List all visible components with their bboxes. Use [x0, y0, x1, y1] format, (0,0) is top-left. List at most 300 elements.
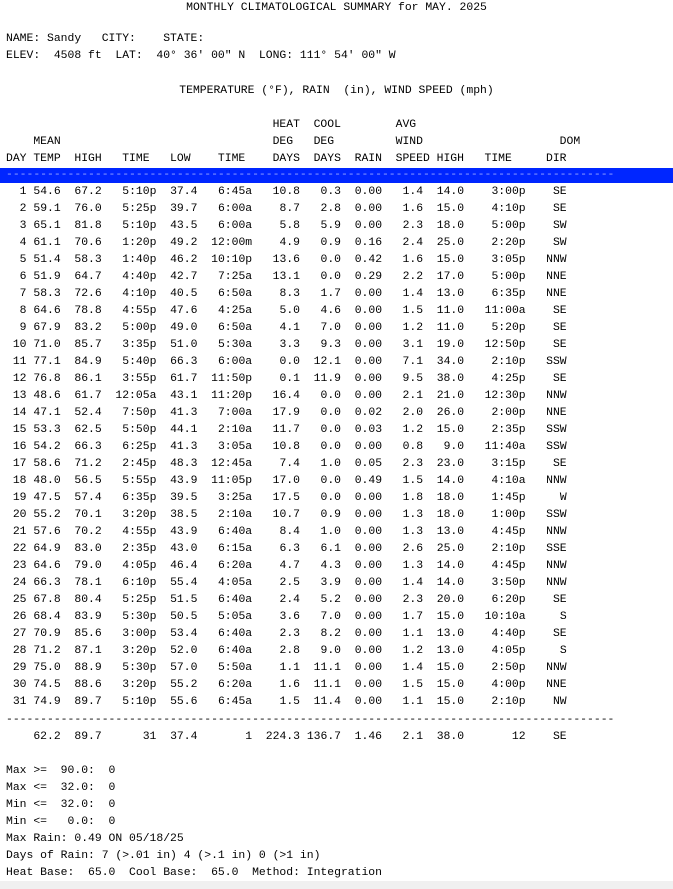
cell-rain: 0.03 [354, 424, 383, 436]
cell-heat: 8.7 [279, 203, 300, 215]
cell-low: 46.4 [170, 560, 198, 572]
cell-avg-wind: 2.6 [402, 543, 424, 555]
cell-low-time: 5:05a [217, 611, 253, 623]
cell-day: 5 [19, 254, 27, 266]
cell-heat: 3.3 [279, 339, 300, 351]
cell-high: 70.2 [74, 526, 102, 538]
cell-high-time: 4:40p [122, 271, 157, 283]
cell-heat: 1.5 [279, 696, 300, 708]
cell-high-time: 5:50p [122, 424, 157, 436]
cell-high-time: 3:20p [122, 679, 157, 691]
cell-wind-high: 23.0 [436, 458, 465, 470]
cell-wind-time: 5:20p [491, 322, 526, 334]
cell-dir: NW [552, 696, 567, 708]
cell-dir: SE [552, 203, 567, 215]
cell-high: 56.5 [74, 475, 102, 487]
cell-avg-wind: 2.3 [402, 458, 424, 470]
cell-day: 18 [12, 475, 27, 487]
cell-wind-high: 34.0 [436, 356, 465, 368]
cell-high-time: 5:25p [122, 594, 157, 606]
cell-rain: 0.00 [354, 679, 383, 691]
cell-wind-time: 3:50p [491, 577, 526, 589]
cell-low: 43.9 [170, 475, 198, 487]
cell-high: 64.7 [74, 271, 102, 283]
table-row [6, 356, 567, 368]
cell-wind-high: 15.0 [436, 662, 465, 674]
station-info [6, 31, 396, 65]
cell-mean: 71.2 [33, 645, 61, 657]
cell-heat: 10.8 [272, 186, 300, 198]
stat-line: Max <= 32.0: 0 [6, 782, 116, 794]
cell-high-time: 2:35p [122, 543, 157, 555]
cell-avg-wind: 0.8 [402, 441, 424, 453]
cell-wind-time: 11:40a [484, 441, 526, 453]
cell-heat: 16.4 [272, 390, 300, 402]
cell-mean: 47.1 [33, 407, 61, 419]
cell-wind-high: 25.0 [436, 543, 465, 555]
cell-rain: 1.46 [354, 731, 383, 743]
cell-rain: 0.00 [354, 696, 383, 708]
cell-low: 40.5 [170, 288, 198, 300]
cell-avg-wind: 2.3 [402, 220, 424, 232]
cell-heat: 2.4 [279, 594, 300, 606]
cell-wind-time: 2:10p [491, 356, 526, 368]
cell-avg-wind: 1.2 [402, 645, 424, 657]
cell-high-time: 3:00p [122, 628, 157, 640]
cell-day: 17 [12, 458, 27, 470]
cell-rain: 0.00 [354, 322, 383, 334]
cell-wind-time: 3:05p [491, 254, 526, 266]
cell-high: 78.8 [74, 305, 102, 317]
cell-rain: 0.00 [354, 186, 383, 198]
cell-high-time: 3:55p [122, 373, 157, 385]
cell-rain: 0.00 [354, 526, 383, 538]
cell-cool: 7.0 [320, 322, 342, 334]
cell-high: 85.6 [74, 628, 102, 640]
cell-high-time: 3:35p [122, 339, 157, 351]
cell-rain: 0.05 [354, 458, 383, 470]
cell-low: 44.1 [170, 424, 198, 436]
cell-day: 22 [12, 543, 27, 555]
cell-low: 50.5 [170, 611, 198, 623]
cell-low: 49.2 [170, 237, 198, 249]
cell-low-time: 6:20a [217, 679, 253, 691]
cell-wind-high: 19.0 [436, 339, 465, 351]
cell-wind-high: 21.0 [436, 390, 465, 402]
cell-day: 6 [19, 271, 27, 283]
cell-day: 1 [19, 186, 27, 198]
cell-avg-wind: 3.1 [402, 339, 424, 351]
cell-cool: 4.3 [320, 560, 342, 572]
cell-dir: S [559, 645, 567, 657]
cell-mean: 48.0 [33, 475, 61, 487]
cell-avg-wind: 1.4 [402, 662, 424, 674]
cell-wind-time: 1:45p [491, 492, 526, 504]
cell-dir: SSE [546, 543, 567, 555]
cell-high: 88.6 [74, 679, 102, 691]
cell-low: 37.4 [170, 186, 198, 198]
cell-heat: 4.9 [279, 237, 300, 249]
cell-mean: 64.6 [33, 560, 61, 572]
cell-day: 24 [12, 577, 27, 589]
cell-low: 37.4 [170, 731, 198, 743]
cell-wind-time: 4:25p [491, 373, 526, 385]
cell-low-time: 6:45a [217, 186, 253, 198]
table-row [6, 203, 567, 215]
cell-high: 83.9 [74, 611, 102, 623]
cell-rain: 0.29 [354, 271, 383, 283]
cell-low: 41.3 [170, 441, 198, 453]
cell-high-time: 3:20p [122, 645, 157, 657]
cell-wind-time: 2:50p [491, 662, 526, 674]
cell-low: 39.7 [170, 203, 198, 215]
cell-mean: 51.9 [33, 271, 61, 283]
cell-low: 51.5 [170, 594, 198, 606]
cell-mean: 74.9 [33, 696, 61, 708]
cell-cool: 4.6 [320, 305, 342, 317]
cell-high: 58.3 [74, 254, 102, 266]
stat-line: Heat Base: 65.0 Cool Base: 65.0 Method: Integration [6, 867, 382, 879]
cell-dir: SE [552, 458, 567, 470]
cell-high: 70.1 [74, 509, 102, 521]
cell-low: 55.2 [170, 679, 198, 691]
cell-avg-wind: 1.5 [402, 475, 424, 487]
cell-rain: 0.42 [354, 254, 383, 266]
cell-mean: 53.3 [33, 424, 61, 436]
cell-low: 55.4 [170, 577, 198, 589]
cell-dir: NNW [546, 390, 567, 402]
cell-heat: 10.7 [272, 509, 300, 521]
table-row [6, 339, 567, 351]
cell-mean: 58.3 [33, 288, 61, 300]
cell-wind-high: 18.0 [436, 509, 465, 521]
cell-high: 84.9 [74, 356, 102, 368]
cell-high: 66.3 [74, 441, 102, 453]
cell-wind-time: 6:20p [491, 594, 526, 606]
cell-cool: 5.2 [320, 594, 342, 606]
cell-avg-wind: 1.4 [402, 577, 424, 589]
cell-low-time: 4:25a [217, 305, 253, 317]
cell-heat: 7.4 [279, 458, 300, 470]
cell-high: 88.9 [74, 662, 102, 674]
cell-dir: NNE [546, 288, 567, 300]
cell-heat: 6.3 [279, 543, 300, 555]
cell-heat: 1.6 [279, 679, 300, 691]
report-title: MONTHLY CLIMATOLOGICAL SUMMARY for MAY. 2025 [186, 2, 487, 14]
cell-wind-time: 3:00p [491, 186, 526, 198]
cell-rain: 0.00 [354, 390, 383, 402]
cell-heat: 224.3 [265, 731, 300, 743]
cell-wind-time: 12:50p [484, 339, 526, 351]
table-row [6, 288, 567, 300]
cell-wind-high: 13.0 [436, 628, 465, 640]
cell-low-time: 12:45a [211, 458, 253, 470]
cell-avg-wind: 1.6 [402, 203, 424, 215]
cell-wind-time: 4:45p [491, 526, 526, 538]
cell-high: 70.6 [74, 237, 102, 249]
cell-heat: 10.8 [272, 441, 300, 453]
cell-heat: 13.6 [272, 254, 300, 266]
cell-rain: 0.00 [354, 220, 383, 232]
cell-heat: 5.8 [279, 220, 300, 232]
cell-dir: SE [552, 339, 567, 351]
cell-day: 31 [12, 696, 27, 708]
cell-day: 2 [19, 203, 27, 215]
cell-avg-wind: 1.2 [402, 424, 424, 436]
cell-day: 8 [19, 305, 27, 317]
cell-avg-wind: 1.7 [402, 611, 424, 623]
cell-day: 7 [19, 288, 27, 300]
station-location-line: ELEV: 4508 ft LAT: 40° 36' 00" N LONG: 111° 54' 00" W [6, 50, 396, 62]
cell-rain: 0.00 [354, 509, 383, 521]
cell-day: 23 [12, 560, 27, 572]
table-row [6, 662, 567, 674]
cell-dir: SE [552, 186, 567, 198]
cell-cool: 0.0 [320, 390, 341, 402]
cell-low-time: 3:05a [217, 441, 253, 453]
table-row [6, 237, 567, 249]
table-row [6, 696, 567, 708]
cell-mean: 67.8 [33, 594, 61, 606]
cell-low-time: 6:50a [217, 288, 253, 300]
cell-rain: 0.00 [354, 577, 383, 589]
table-row [6, 560, 567, 572]
cell-wind-time: 2:35p [491, 424, 526, 436]
cell-rain: 0.16 [354, 237, 383, 249]
cell-high: 83.0 [74, 543, 102, 555]
cell-high-time: 31 [142, 731, 157, 743]
cell-wind-high: 13.0 [436, 526, 465, 538]
cell-cool: 0.9 [320, 509, 342, 521]
cell-low-time: 11:20p [211, 390, 253, 402]
cell-day: 15 [12, 424, 27, 436]
cell-day: 26 [12, 611, 27, 623]
cell-wind-high: 38.0 [436, 373, 465, 385]
cell-cool: 0.9 [320, 237, 342, 249]
separator-line-top: ----------------------------------------------------------------------------------------- [6, 169, 615, 181]
header-line-3: DAY TEMP HIGH TIME LOW TIME DAYS DAYS RAIN SPEED HIGH TIME DIR [6, 153, 567, 165]
cell-wind-high: 17.0 [436, 271, 465, 283]
cell-cool: 0.0 [320, 271, 342, 283]
cell-high-time: 4:10p [122, 288, 157, 300]
cell-cool: 11.9 [313, 373, 341, 385]
cell-wind-high: 14.0 [436, 475, 465, 487]
cell-wind-high: 14.0 [436, 560, 465, 572]
cell-mean: 74.5 [33, 679, 61, 691]
cell-wind-time: 5:00p [491, 271, 526, 283]
cell-high: 79.0 [74, 560, 102, 572]
cell-dir: SE [552, 373, 567, 385]
cell-mean: 57.6 [33, 526, 61, 538]
cell-heat: 17.0 [272, 475, 300, 487]
cell-wind-time: 2:10p [491, 696, 526, 708]
cell-dir: SW [552, 220, 567, 232]
cell-low: 41.3 [170, 407, 198, 419]
cell-high-time: 5:10p [122, 696, 157, 708]
cell-dir: SE [552, 628, 567, 640]
selected-separator-bar [0, 168, 673, 183]
cell-low-time: 6:00a [217, 203, 253, 215]
table-row [6, 526, 567, 538]
cell-rain: 0.00 [354, 305, 383, 317]
cell-day: 13 [12, 390, 27, 402]
cell-mean: 66.3 [33, 577, 61, 589]
cell-heat: 2.5 [279, 577, 300, 589]
cell-low-time: 2:10a [217, 424, 253, 436]
cell-low: 46.2 [170, 254, 198, 266]
cell-mean: 64.9 [33, 543, 61, 555]
cell-avg-wind: 2.4 [402, 237, 424, 249]
cell-rain: 0.00 [354, 628, 383, 640]
cell-high-time: 6:25p [122, 441, 157, 453]
cell-high-time: 12:05a [115, 390, 157, 402]
stat-line: Min <= 0.0: 0 [6, 816, 116, 828]
cell-high: 52.4 [74, 407, 102, 419]
cell-low: 55.6 [170, 696, 198, 708]
cell-high: 89.7 [74, 731, 102, 743]
cell-heat: 17.9 [272, 407, 300, 419]
cell-high-time: 7:50p [122, 407, 157, 419]
cell-wind-time: 3:15p [491, 458, 526, 470]
cell-mean: 65.1 [33, 220, 61, 232]
cell-wind-time: 4:40p [491, 628, 526, 640]
cell-high: 85.7 [74, 339, 102, 351]
table-row [6, 645, 567, 657]
table-row [6, 186, 567, 198]
cell-dir: SE [552, 594, 567, 606]
table-row [6, 594, 567, 606]
cell-low: 57.0 [170, 662, 198, 674]
cell-day: 4 [19, 237, 27, 249]
cell-heat: 5.0 [279, 305, 300, 317]
table-row [6, 577, 567, 589]
cell-mean: 55.2 [33, 509, 61, 521]
cell-heat: 0.0 [279, 356, 300, 368]
cell-wind-high: 15.0 [436, 254, 465, 266]
cell-wind-high: 38.0 [436, 731, 465, 743]
cell-low-time: 4:05a [217, 577, 253, 589]
cell-dir: NNE [546, 407, 567, 419]
cell-low-time: 5:30a [217, 339, 253, 351]
cell-dir: W [559, 492, 567, 504]
monthly-totals-row [6, 729, 567, 746]
separator-line-bottom: ----------------------------------------------------------------------------------------- [6, 714, 615, 726]
cell-high: 61.7 [74, 390, 102, 402]
cell-cool: 5.9 [320, 220, 342, 232]
cell-high: 78.1 [74, 577, 102, 589]
column-headers [6, 117, 580, 168]
cell-high-time: 1:20p [122, 237, 157, 249]
cell-avg-wind: 1.5 [402, 679, 424, 691]
cell-rain: 0.00 [354, 594, 383, 606]
table-row [6, 679, 567, 691]
cell-cool: 9.3 [320, 339, 342, 351]
cell-high-time: 1:40p [122, 254, 157, 266]
page-bottom-bar [0, 881, 673, 889]
cell-wind-time: 11:00a [484, 305, 526, 317]
cell-low-time: 7:00a [217, 407, 253, 419]
cell-rain: 0.00 [354, 441, 383, 453]
cell-cool: 11.1 [313, 662, 342, 674]
cell-day: 29 [12, 662, 27, 674]
cell-rain: 0.00 [354, 288, 383, 300]
cell-mean: 75.0 [33, 662, 61, 674]
cell-high-time: 4:55p [122, 305, 157, 317]
cell-wind-high: 15.0 [436, 679, 465, 691]
cell-high: 76.0 [74, 203, 102, 215]
cell-high-time: 3:20p [122, 509, 157, 521]
table-row [6, 254, 567, 266]
cell-mean: 77.1 [33, 356, 61, 368]
cell-avg-wind: 1.4 [402, 186, 424, 198]
cell-day: 11 [12, 356, 27, 368]
cell-cool: 0.0 [320, 475, 342, 487]
table-row [6, 611, 567, 623]
units-subtitle: TEMPERATURE (°F), RAIN (in), WIND SPEED (mph) [179, 85, 494, 97]
cell-high-time: 6:10p [122, 577, 157, 589]
cell-day: 19 [12, 492, 27, 504]
cell-rain: 0.00 [354, 492, 383, 504]
cell-heat: 4.1 [279, 322, 300, 334]
cell-cool: 7.0 [320, 611, 342, 623]
cell-cool: 11.1 [313, 679, 342, 691]
cell-mean: 48.6 [33, 390, 61, 402]
cell-high-time: 5:25p [122, 203, 157, 215]
cell-day: 9 [19, 322, 27, 334]
cell-wind-time: 6:35p [491, 288, 526, 300]
cell-rain: 0.00 [354, 560, 383, 572]
cell-cool: 12.1 [313, 356, 342, 368]
cell-mean: 70.9 [33, 628, 61, 640]
cell-dir: NNW [546, 577, 567, 589]
cell-low-time: 6:15a [217, 543, 253, 555]
cell-cool: 9.0 [320, 645, 342, 657]
cell-cool: 0.0 [320, 407, 342, 419]
cell-low: 42.7 [170, 271, 198, 283]
cell-dir: SE [552, 305, 567, 317]
cell-wind-high: 14.0 [436, 577, 465, 589]
stat-line: Days of Rain: 7 (>.01 in) 4 (>.1 in) 0 (>1 in) [6, 850, 321, 862]
cell-heat: 2.3 [279, 628, 300, 640]
cell-cool: 1.0 [320, 458, 342, 470]
cell-mean: 54.2 [33, 441, 61, 453]
cell-low: 43.0 [170, 543, 198, 555]
table-row [6, 220, 567, 232]
cell-mean: 58.6 [33, 458, 61, 470]
table-row [6, 441, 567, 453]
cell-avg-wind: 1.3 [402, 526, 424, 538]
cell-day: 28 [12, 645, 27, 657]
cell-high-time: 5:30p [122, 611, 157, 623]
cell-avg-wind: 1.2 [402, 322, 424, 334]
table-row [6, 271, 567, 283]
cell-day: 10 [12, 339, 27, 351]
cell-avg-wind: 9.5 [402, 373, 424, 385]
cell-low-time: 6:00a [217, 220, 253, 232]
cell-heat: 11.7 [272, 424, 300, 436]
cell-low-time: 10:10p [211, 254, 253, 266]
cell-dir: SSW [546, 509, 567, 521]
cell-wind-time: 1:00p [491, 509, 526, 521]
cell-high: 80.4 [74, 594, 102, 606]
cell-wind-high: 13.0 [436, 288, 465, 300]
cell-avg-wind: 2.3 [402, 594, 424, 606]
cell-low-time: 6:00a [217, 356, 253, 368]
cell-dir: NNE [546, 679, 567, 691]
cell-cool: 1.7 [320, 288, 342, 300]
cell-dir: NNW [546, 662, 567, 674]
cell-dir: NNW [546, 254, 567, 266]
